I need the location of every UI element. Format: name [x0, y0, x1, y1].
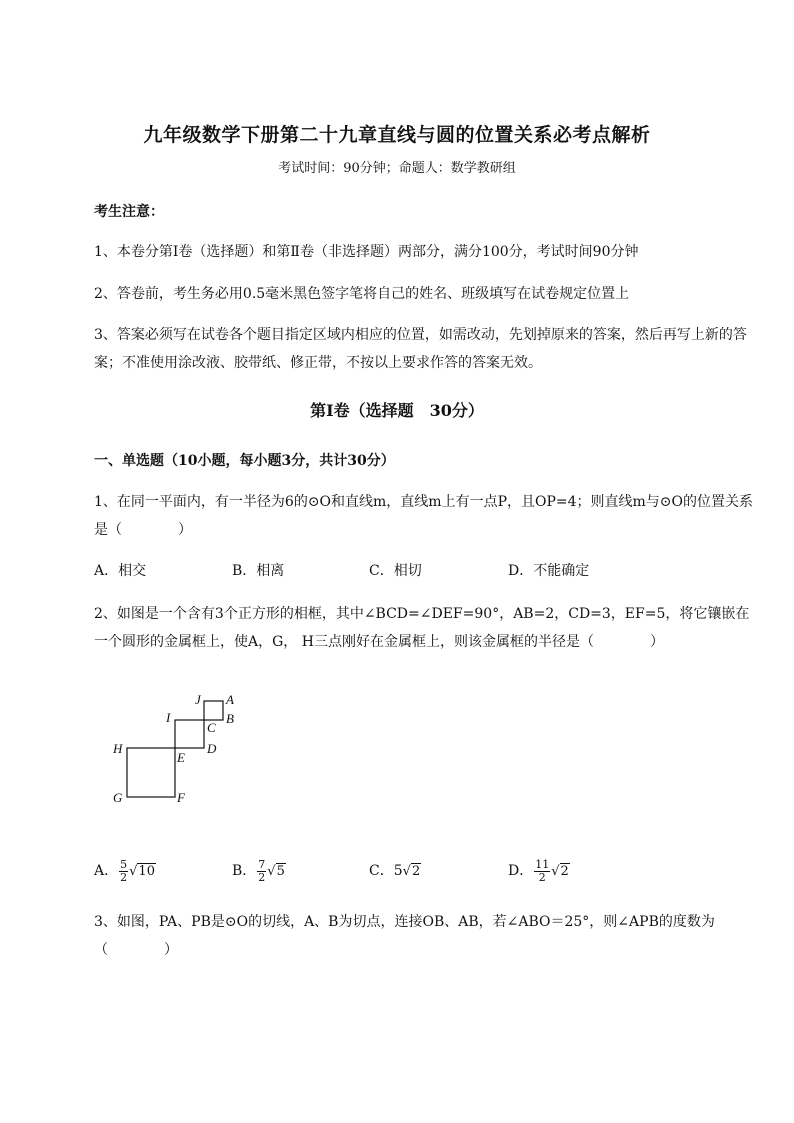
exam-info: 考试时间：90分钟；命题人：数学教研组 [278, 161, 516, 176]
label-F: F [177, 790, 185, 805]
q1-option-d[interactable]: D．不能确定 [508, 563, 590, 579]
q2-option-a-label: A． [94, 863, 119, 879]
label-B: B [226, 711, 234, 726]
question-1-text: 1、在同一平面内，有一半径为6的⊙O和直线m，直线m上有一点P，且OP=4；则直线m与⊙O的位置关系是（ ） [94, 494, 754, 538]
question-3-text: 3、如图，PA、PB是⊙O的切线，A、B为切点，连接OB、AB，若∠ABO＝25°，则∠APB的度数为（ ） [94, 914, 715, 958]
q2-option-b[interactable] [232, 857, 286, 886]
q2-option-d[interactable] [508, 857, 570, 886]
label-J: J [195, 692, 201, 707]
q1-option-c[interactable]: C．相切 [369, 563, 422, 579]
sqrt-symbol: √5 [267, 864, 285, 879]
label-C: C [207, 720, 216, 735]
middle-square-CDEI [175, 720, 204, 748]
notice-item-2: 2、答卷前，考生务必用0.5毫米黑色签字笔将自己的姓名、班级填写在试卷规定位置上 [94, 286, 630, 302]
q2-option-a-fraction: $\frac{5}{2}$ [120, 857, 128, 884]
notice-item-3: 3、答案必须写在试卷各个题目指定区域内相应的位置，如需改动，先划掉原来的答案，然后再写上新的答案；不准使用涂改液、胶带纸、修正带，不按以上要求作答的答案无效。 [94, 327, 747, 371]
label-E: E [177, 750, 185, 765]
label-D: D [207, 741, 217, 756]
question-2-text: 2、如图是一个含有3个正方形的相框，其中∠BCD=∠DEF=90°，AB=2，CD=3，EF=5，将它镶嵌在一个圆形的金属框上，使A，G， H三点刚好在金属框上，则该金属框的半径是（ ） [94, 606, 750, 650]
q1-option-b[interactable]: B．相离 [232, 563, 285, 579]
question-2-figure [100, 685, 260, 810]
q2-option-c-coef: 5 [393, 863, 403, 879]
section-title: 第I卷（选择题 30分） [310, 401, 484, 420]
label-I: I [166, 710, 171, 725]
q2-option-d-fraction: $\frac{11}{2}$ [535, 857, 550, 884]
q2-option-b-label: B． [232, 863, 257, 879]
q1-option-a[interactable]: A．相交 [94, 563, 147, 579]
notice-heading: 考生注意： [94, 204, 164, 220]
page-title: 九年级数学下册第二十九章直线与圆的位置关系必考点解析 [143, 124, 651, 146]
large-square-EFGH [127, 748, 175, 797]
q2-option-a[interactable] [94, 857, 156, 886]
label-H: H [113, 741, 123, 756]
sqrt-symbol: √10 [129, 864, 155, 879]
q2-option-c[interactable] [369, 857, 421, 886]
sqrt-symbol: √2 [402, 864, 421, 879]
notice-item-1: 1、本卷分第I卷（选择题）和第Ⅱ卷（非选择题）两部分，满分100分，考试时间90分钟 [94, 244, 639, 260]
q2-option-c-label: C． [369, 863, 394, 879]
sqrt-symbol: √2 [551, 864, 569, 879]
small-square-ABCJ [204, 701, 223, 720]
q2-option-b-fraction: $\frac{7}{2}$ [258, 857, 266, 884]
question-2-options [94, 857, 754, 889]
part-heading: 一、单选题（10小题，每小题3分，共计30分） [94, 453, 395, 469]
question-1-options [94, 560, 754, 584]
label-G: G [113, 790, 123, 805]
label-A: A [226, 692, 234, 707]
q2-option-d-label: D． [508, 863, 534, 879]
